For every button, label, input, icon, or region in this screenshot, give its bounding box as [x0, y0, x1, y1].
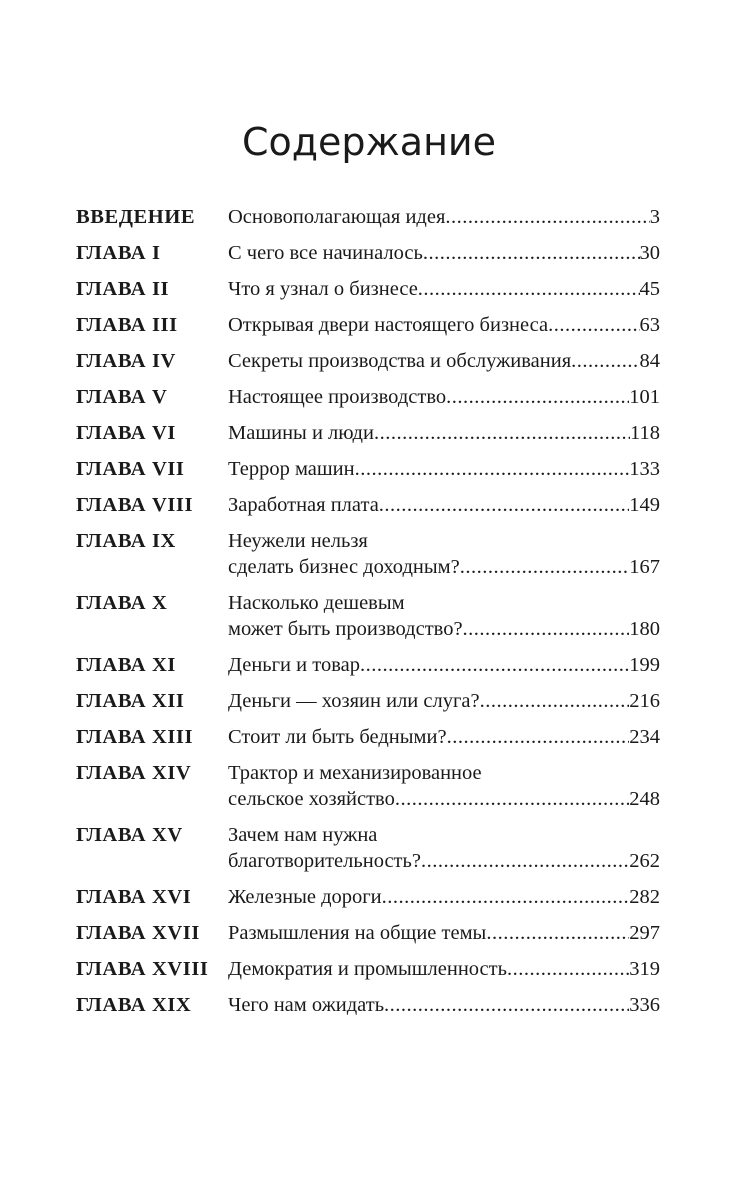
toc-entry — [76, 204, 660, 230]
toc-entry — [76, 884, 660, 910]
table-of-contents — [76, 204, 660, 1028]
page-number: 30 — [639, 242, 660, 264]
page-number: 199 — [629, 654, 660, 676]
chapter-title-line: Демократия и промышленность — [228, 958, 507, 980]
chapter-title-last-line — [228, 616, 660, 642]
chapter-title-line: Террор машин — [228, 458, 355, 480]
page-title: Содержание — [242, 120, 496, 164]
page-number: 234 — [629, 726, 660, 748]
chapter-title-line: Заработная плата — [228, 494, 379, 516]
chapter-title-last-line — [228, 884, 660, 910]
page-number: 133 — [629, 458, 660, 480]
chapter-title-last-line — [228, 456, 660, 482]
chapter-title-last-line — [228, 384, 660, 410]
chapter-label: ГЛАВА XV — [76, 824, 183, 846]
toc-entry — [76, 992, 660, 1018]
chapter-title — [228, 492, 660, 518]
chapter-title — [228, 384, 660, 410]
toc-entry — [76, 456, 660, 482]
dot-leader — [374, 420, 630, 446]
chapter-label: ГЛАВА VI — [76, 422, 176, 444]
chapter-label: ГЛАВА X — [76, 592, 168, 614]
chapter-title-last-line — [228, 312, 660, 338]
chapter-title — [228, 822, 660, 874]
chapter-title — [228, 348, 660, 374]
chapter-label: ВВЕДЕНИЕ — [76, 206, 196, 228]
toc-entry — [76, 492, 660, 518]
chapter-title-line: Чего нам ожидать — [228, 994, 385, 1016]
chapter-title-line: благотворительность? — [228, 850, 421, 872]
chapter-title — [228, 688, 660, 714]
page-number: 63 — [639, 314, 660, 336]
chapter-title — [228, 956, 660, 982]
dot-leader — [548, 312, 639, 338]
page-number: 149 — [629, 494, 660, 516]
page-number: 45 — [639, 278, 660, 300]
chapter-title — [228, 420, 660, 446]
chapter-title — [228, 312, 660, 338]
dot-leader — [445, 204, 649, 230]
chapter-title-line: Зачем нам нужна — [228, 824, 378, 846]
chapter-title-line: Основополагающая идея — [228, 206, 446, 228]
dot-leader — [480, 688, 630, 714]
toc-entry — [76, 240, 660, 266]
chapter-title-line: Стоит ли быть бедными? — [228, 726, 447, 748]
chapter-label: ГЛАВА XIII — [76, 726, 194, 748]
chapter-title-last-line — [228, 204, 660, 230]
chapter-title-line: Железные дороги — [228, 886, 382, 908]
chapter-label: ГЛАВА III — [76, 314, 178, 336]
chapter-title — [228, 528, 660, 580]
dot-leader — [421, 848, 629, 874]
chapter-title-line: Трактор и механизированное — [228, 762, 482, 784]
toc-entry — [76, 420, 660, 446]
dot-leader — [463, 616, 630, 642]
dot-leader — [384, 992, 629, 1018]
chapter-title-line: Секреты производства и обслуживания — [228, 350, 572, 372]
chapter-title — [228, 992, 660, 1018]
chapter-title-line: Открывая двери настоящего бизнеса — [228, 314, 549, 336]
toc-entry — [76, 528, 660, 580]
dot-leader — [355, 456, 630, 482]
chapter-title — [228, 652, 660, 678]
chapter-title-last-line — [228, 420, 660, 446]
chapter-title-line: Размышления на общие темы — [228, 922, 487, 944]
chapter-title-last-line — [228, 920, 660, 946]
chapter-title — [228, 884, 660, 910]
toc-entry — [76, 724, 660, 750]
toc-entry — [76, 920, 660, 946]
dot-leader — [379, 492, 629, 518]
toc-entry — [76, 652, 660, 678]
chapter-title-line: сельское хозяйство — [228, 788, 395, 810]
toc-entry — [76, 760, 660, 812]
dot-leader — [423, 240, 640, 266]
page-number: 336 — [629, 994, 660, 1016]
page-number: 216 — [629, 690, 660, 712]
chapter-title-line: Машины и люди — [228, 422, 374, 444]
chapter-label: ГЛАВА VIII — [76, 494, 194, 516]
chapter-title-last-line — [228, 652, 660, 678]
chapter-title-last-line — [228, 492, 660, 518]
chapter-label: ГЛАВА IV — [76, 350, 176, 372]
chapter-label: ГЛАВА XIX — [76, 994, 192, 1016]
page-number: 262 — [629, 850, 660, 872]
page-number: 101 — [629, 386, 660, 408]
dot-leader — [447, 724, 630, 750]
chapter-label: ГЛАВА XVII — [76, 922, 200, 944]
toc-entry — [76, 822, 660, 874]
page-number: 118 — [630, 422, 660, 444]
chapter-title-last-line — [228, 554, 660, 580]
page-number: 248 — [629, 788, 660, 810]
dot-leader — [571, 348, 639, 374]
chapter-title-last-line — [228, 688, 660, 714]
chapter-label: ГЛАВА II — [76, 278, 170, 300]
toc-entry — [76, 688, 660, 714]
chapter-label: ГЛАВА XVIII — [76, 958, 209, 980]
toc-entry — [76, 590, 660, 642]
chapter-title — [228, 456, 660, 482]
page-number: 3 — [649, 206, 660, 228]
chapter-title-last-line — [228, 724, 660, 750]
chapter-title-last-line — [228, 956, 660, 982]
chapter-title-line: Деньги — хозяин или слуга? — [228, 690, 480, 712]
dot-leader — [507, 956, 629, 982]
chapter-title-last-line — [228, 348, 660, 374]
chapter-title-line: может быть производство? — [228, 618, 463, 640]
dot-leader — [418, 276, 640, 302]
toc-entry — [76, 312, 660, 338]
chapter-label: ГЛАВА VII — [76, 458, 185, 480]
chapter-title — [228, 920, 660, 946]
dot-leader — [460, 554, 630, 580]
dot-leader — [395, 786, 629, 812]
chapter-title-last-line — [228, 992, 660, 1018]
chapter-label: ГЛАВА I — [76, 242, 161, 264]
chapter-label: ГЛАВА XVI — [76, 886, 192, 908]
chapter-title — [228, 276, 660, 302]
chapter-title-line: Настоящее производство — [228, 386, 447, 408]
chapter-label: ГЛАВА XII — [76, 690, 185, 712]
chapter-title-line: С чего все начиналось — [228, 242, 423, 264]
toc-entry — [76, 956, 660, 982]
chapter-title — [228, 240, 660, 266]
toc-entry — [76, 348, 660, 374]
page-number: 167 — [629, 556, 660, 578]
chapter-title-last-line — [228, 276, 660, 302]
page-number: 282 — [629, 886, 660, 908]
dot-leader — [486, 920, 629, 946]
toc-entry — [76, 384, 660, 410]
dot-leader — [382, 884, 630, 910]
chapter-title — [228, 760, 660, 812]
chapter-title-line: Насколько дешевым — [228, 592, 405, 614]
toc-entry — [76, 276, 660, 302]
chapter-title-last-line — [228, 848, 660, 874]
chapter-title-last-line — [228, 240, 660, 266]
chapter-title-line: Неужели нельзя — [228, 530, 368, 552]
page-number: 319 — [629, 958, 660, 980]
page-number: 180 — [629, 618, 660, 640]
chapter-label: ГЛАВА V — [76, 386, 168, 408]
chapter-title-line: сделать бизнес доходным? — [228, 556, 460, 578]
dot-leader — [446, 384, 629, 410]
page-number: 84 — [639, 350, 660, 372]
chapter-label: ГЛАВА XI — [76, 654, 176, 676]
page-number: 297 — [629, 922, 660, 944]
chapter-title — [228, 724, 660, 750]
chapter-label: ГЛАВА IX — [76, 530, 176, 552]
chapter-title-line: Что я узнал о бизнесе — [228, 278, 418, 300]
chapter-title — [228, 590, 660, 642]
chapter-title — [228, 204, 660, 230]
dot-leader — [360, 652, 629, 678]
chapter-label: ГЛАВА XIV — [76, 762, 192, 784]
chapter-title-last-line — [228, 786, 660, 812]
chapter-title-line: Деньги и товар — [228, 654, 360, 676]
